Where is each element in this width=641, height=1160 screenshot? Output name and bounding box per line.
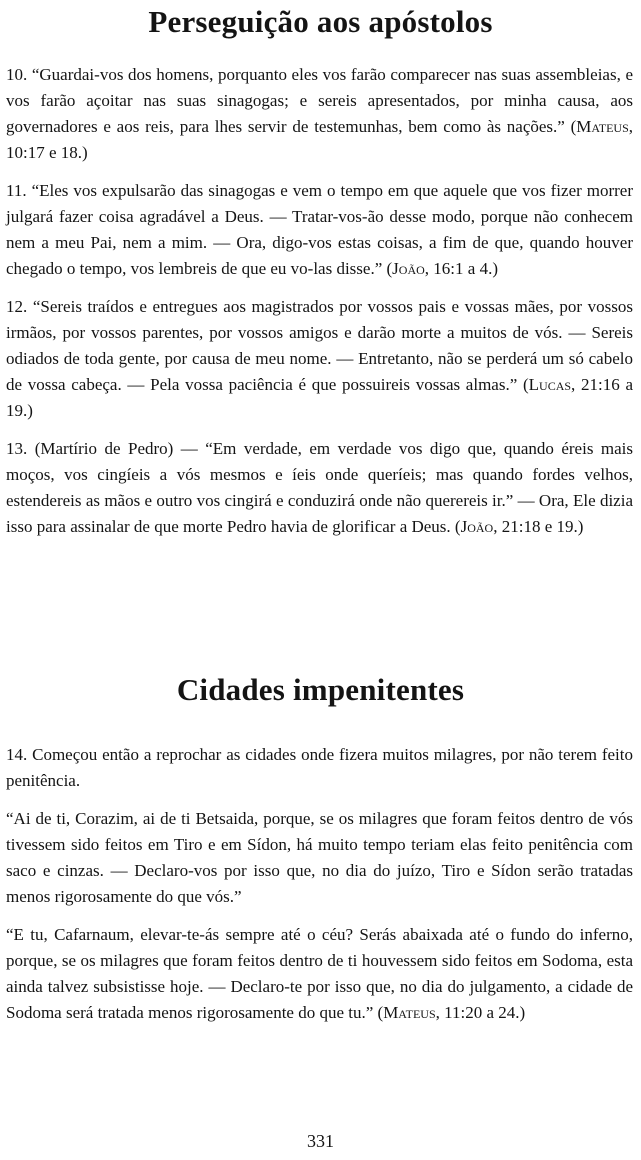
reference-book: Lucas (528, 375, 572, 394)
verse-text: 11. “Eles vos expulsarão das sinagogas e vem o tempo em que aquele que vos fizer morrer julgará fazer coisa agradável a Deus. — Tratar-vos-ão desse modo, porque não conhecem nem a meu Pai, nem a mim. — Ora, digo-vos estas coisas, a fim de que, quando houver chegado o tempo, vos lembreis de que eu vo-las disse.” ( (6, 181, 633, 278)
verse-text: 14. Começou então a reprochar as cidades onde fizera muitos milagres, por não terem feito penitência. (6, 745, 633, 790)
reference-book: João (460, 517, 494, 536)
reference-citation: , 10:17 e 18.) (6, 117, 633, 162)
section-body-cidades (6, 742, 633, 1038)
verse-text: 10. “Guardai-vos dos homens, porquanto eles vos farão comparecer nas suas assembleias, e vos farão açoitar nas suas sinagogas; e sereis apresentados, por minha causa, aos governadores e aos reis, para lhes servir de testemunhas, bem como às nações.” ( (6, 65, 633, 136)
reference-book: Mateus (576, 117, 629, 136)
reference-citation: , 21:18 e 19.) (493, 517, 584, 536)
quote-cafarnaum (6, 922, 633, 1026)
verse-13 (6, 436, 633, 540)
section-title-cidades: Cidades impenitentes (176, 672, 465, 707)
verse-14 (6, 742, 633, 794)
reference-citation: , 21:16 a 19.) (6, 375, 633, 420)
verse-text: 13. (Martírio de Pedro) — “Em verdade, em verdade vos digo que, quando éreis mais moços, vos cingíeis a vós mesmos e íeis onde queríeis; mas quando fordes velhos, estendereis as mãos e outro vos cingirá e conduzirá onde não querereis ir.” — Ora, Ele dizia isso para assinalar de que morte Pedro havia de glorificar a Deus. ( (6, 439, 633, 536)
section-title-perseguicao: Perseguição aos apóstolos (148, 4, 493, 39)
page-number: 331 (307, 1131, 334, 1151)
reference-citation: , 11:20 a 24.) (435, 1003, 526, 1022)
verse-text: 12. “Sereis traídos e entregues aos magistrados por vossos pais e vossas mães, por vossos irmãos, por vossos parentes, por vossos amigos e darão morte a muitos de vós. — Sereis odiados de toda gente, por causa de meu nome. — Entretanto, não se perderá um só cabelo de vossa cabeça. — Pela vossa paciência é que possuireis vossas almas.” ( (6, 297, 633, 394)
reference-book: Mateus (383, 1003, 436, 1022)
verse-10 (6, 62, 633, 166)
verse-text: “E tu, Cafarnaum, elevar-te-ás sempre até o céu? Serás abaixada até o fundo do inferno, porque, se os milagres que foram feitos dentro de ti houvessem sido feitos em Sodoma, esta ainda talvez subsistisse hoje. — Declaro-te por isso que, no dia do julgamento, a cidade de Sodoma será tratada menos rigorosamente do que tu.” ( (6, 925, 633, 1022)
verse-11 (6, 178, 633, 282)
section-body-perseguicao (6, 62, 633, 552)
verse-12 (6, 294, 633, 424)
reference-book: João (392, 259, 425, 278)
quote-corazim (6, 806, 633, 910)
reference-citation: , 16:1 a 4.) (424, 259, 498, 278)
verse-text: “Ai de ti, Corazim, ai de ti Betsaida, porque, se os milagres que foram feitos dentro de vós tivessem sido feitos em Tiro e em Sídon, há muito tempo teriam elas feito penitência com saco e cinzas. — Declaro-vos por isso que, no dia do juízo, Tiro e Sídon serão tratadas menos rigorosamente do que vós.” (6, 809, 633, 906)
